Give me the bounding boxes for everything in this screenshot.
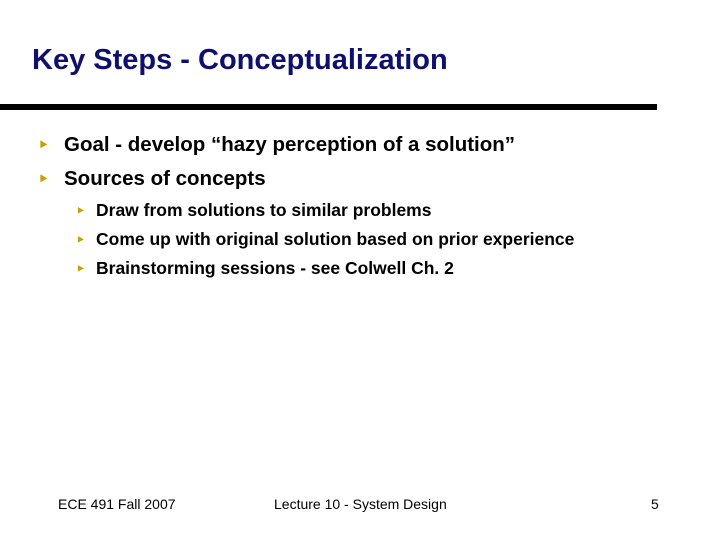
sub-bullet-item <box>76 258 454 279</box>
sub-bullet-item <box>76 229 574 250</box>
title-divider <box>0 104 657 110</box>
bullet-text: Goal - develop “hazy perception of a solution” <box>64 133 516 156</box>
bullet-icon: ‣ <box>76 232 85 249</box>
page-number: 5 <box>651 496 659 512</box>
sub-bullet-item <box>76 200 431 221</box>
bullet-icon: ‣ <box>76 261 85 278</box>
footer-course: ECE 491 Fall 2007 <box>58 496 176 512</box>
sub-bullet-text: Come up with original solution based on prior experience <box>96 229 575 249</box>
slide-title: Key Steps - Conceptualization <box>32 44 448 76</box>
bullet-icon: ‣ <box>76 203 85 220</box>
sub-bullet-text: Draw from solutions to similar problems <box>96 200 432 220</box>
bullet-text: Sources of concepts <box>64 167 266 190</box>
footer-lecture-title: Lecture 10 - System Design <box>274 496 447 512</box>
bullet-item <box>38 133 515 157</box>
bullet-icon: ‣ <box>38 135 49 155</box>
bullet-icon: ‣ <box>38 169 49 189</box>
sub-bullet-text: Brainstorming sessions - see Colwell Ch. 2 <box>96 258 454 278</box>
bullet-item <box>38 167 266 191</box>
